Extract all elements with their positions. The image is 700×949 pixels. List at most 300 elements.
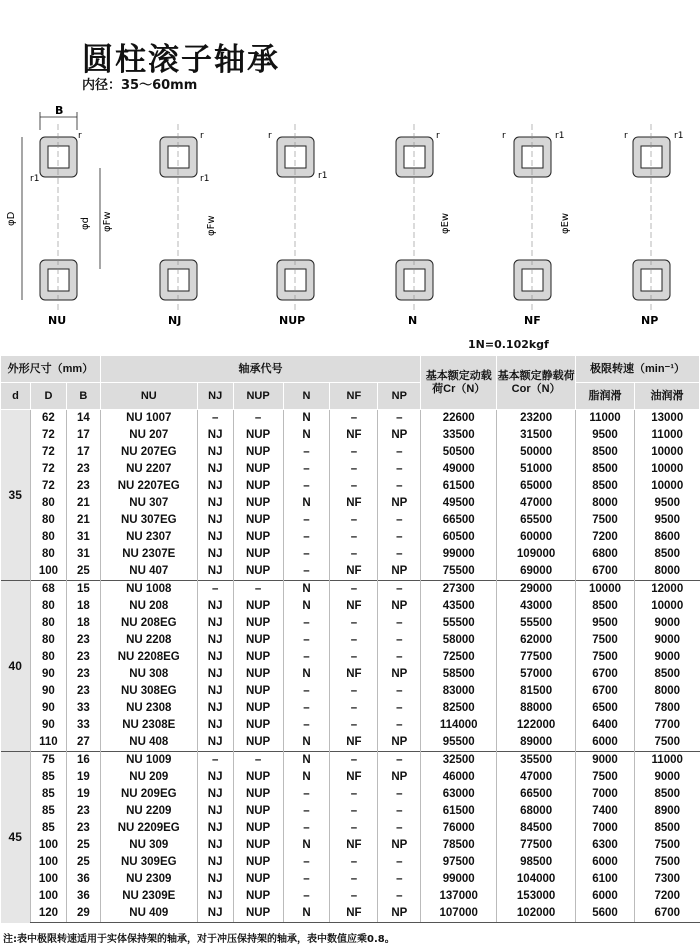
static-load: 81500 (497, 683, 576, 700)
bore-d: 35 (1, 410, 31, 581)
n-code: N (283, 905, 330, 923)
n-code: N (283, 598, 330, 615)
nup-code: NUP (233, 649, 283, 666)
width: 25 (66, 837, 100, 854)
static-load: 29000 (497, 581, 576, 599)
width: 31 (66, 529, 100, 546)
grease-speed: 7200 (576, 529, 635, 546)
footnote: 注:表中极限转速适用于实体保持架的轴承，对于冲压保持架的轴承，表中数值应乘0.8。 (3, 934, 395, 945)
nf-code: – (330, 888, 378, 905)
bearing-diagram-n (396, 124, 451, 327)
dynamic-load: 114000 (421, 717, 497, 734)
oil-speed: 7700 (634, 717, 699, 734)
nf-code: NF (330, 495, 378, 512)
grease-speed: 6300 (576, 837, 635, 854)
static-load: 65500 (497, 512, 576, 529)
static-load: 57000 (497, 666, 576, 683)
table-row (1, 563, 700, 581)
outer-diameter: 75 (30, 752, 66, 770)
nu-code: NU 308EG (100, 683, 197, 700)
static-load: 98500 (497, 854, 576, 871)
header-np: NP (378, 383, 421, 410)
width: 18 (66, 615, 100, 632)
nup-code: NUP (233, 666, 283, 683)
nf-code: – (330, 700, 378, 717)
n-code: – (283, 888, 330, 905)
grease-speed: 10000 (576, 581, 635, 599)
nup-code: NUP (233, 632, 283, 649)
nu-code: NU 2207 (100, 461, 197, 478)
table-row (1, 581, 700, 599)
nup-code: NUP (233, 478, 283, 495)
width: 23 (66, 478, 100, 495)
nj-code: NJ (197, 461, 233, 478)
nu-code: NU 2308E (100, 717, 197, 734)
nup-code: NUP (233, 683, 283, 700)
grease-speed: 6100 (576, 871, 635, 888)
nf-code: – (330, 649, 378, 666)
nf-code: – (330, 854, 378, 871)
dynamic-load: 58000 (421, 632, 497, 649)
outer-diameter: 110 (30, 734, 66, 752)
outer-diameter: 72 (30, 427, 66, 444)
svg-text:φd: φd (80, 217, 91, 230)
nf-code: NF (330, 563, 378, 581)
np-code: – (378, 529, 421, 546)
outer-diameter: 68 (30, 581, 66, 599)
static-load: 43000 (497, 598, 576, 615)
nj-code: NJ (197, 615, 233, 632)
header-outer-d: D (30, 383, 66, 410)
width: 17 (66, 427, 100, 444)
np-code: NP (378, 427, 421, 444)
dynamic-load: 78500 (421, 837, 497, 854)
static-load: 65000 (497, 478, 576, 495)
static-load: 47000 (497, 769, 576, 786)
width: 23 (66, 632, 100, 649)
table-row (1, 615, 700, 632)
svg-text:r: r (268, 131, 272, 141)
nu-code: NU 2307E (100, 546, 197, 563)
nup-code: NUP (233, 615, 283, 632)
n-code: N (283, 752, 330, 770)
svg-text:φFw: φFw (102, 211, 113, 232)
nj-code: NJ (197, 563, 233, 581)
static-load: 47000 (497, 495, 576, 512)
bearing-diagram-nu (6, 104, 113, 327)
nj-code: NJ (197, 427, 233, 444)
grease-speed: 9000 (576, 752, 635, 770)
dynamic-load: 63000 (421, 786, 497, 803)
outer-diameter: 90 (30, 683, 66, 700)
width: 29 (66, 905, 100, 923)
table-row (1, 837, 700, 854)
grease-speed: 7500 (576, 769, 635, 786)
grease-speed: 8500 (576, 598, 635, 615)
nf-code: – (330, 871, 378, 888)
table-row (1, 871, 700, 888)
nj-code: NJ (197, 854, 233, 871)
n-code: – (283, 786, 330, 803)
nu-code: NU 2209 (100, 803, 197, 820)
nf-code: NF (330, 598, 378, 615)
static-load: 66500 (497, 786, 576, 803)
header-dimensions: 外形尺寸（mm） (1, 356, 101, 383)
grease-speed: 7500 (576, 632, 635, 649)
grease-speed: 6000 (576, 888, 635, 905)
nf-code: – (330, 786, 378, 803)
bore-range: 内径：35～60mm (82, 78, 198, 93)
oil-speed: 8500 (634, 546, 699, 563)
table-row (1, 717, 700, 734)
nf-code: – (330, 752, 378, 770)
grease-speed: 11000 (576, 410, 635, 428)
table-row (1, 734, 700, 752)
n-code: – (283, 529, 330, 546)
table-row (1, 410, 700, 428)
nup-code: – (233, 581, 283, 599)
table-row (1, 632, 700, 649)
nj-code: NJ (197, 546, 233, 563)
n-code: – (283, 444, 330, 461)
oil-speed: 8500 (634, 666, 699, 683)
nup-code: NUP (233, 837, 283, 854)
table-row (1, 461, 700, 478)
nj-code: NJ (197, 905, 233, 923)
nup-code: NUP (233, 786, 283, 803)
width: 36 (66, 871, 100, 888)
table-row (1, 854, 700, 871)
np-code: – (378, 632, 421, 649)
outer-diameter: 85 (30, 803, 66, 820)
nu-code: NU 2209EG (100, 820, 197, 837)
bearing-diagram-nf (502, 124, 571, 327)
n-code: N (283, 427, 330, 444)
nj-code: NJ (197, 478, 233, 495)
nj-code: – (197, 581, 233, 599)
table-row (1, 888, 700, 905)
table-row (1, 700, 700, 717)
oil-speed: 11000 (634, 752, 699, 770)
grease-speed: 7000 (576, 820, 635, 837)
table-row (1, 683, 700, 700)
nu-code: NU 2307 (100, 529, 197, 546)
outer-diameter: 100 (30, 854, 66, 871)
bore-d: 45 (1, 752, 31, 923)
dynamic-load: 95500 (421, 734, 497, 752)
oil-speed: 9000 (634, 769, 699, 786)
nj-code: NJ (197, 529, 233, 546)
outer-diameter: 80 (30, 495, 66, 512)
nj-code: NJ (197, 666, 233, 683)
nf-code: NF (330, 666, 378, 683)
nj-code: NJ (197, 837, 233, 854)
width: 31 (66, 546, 100, 563)
nu-code: NU 2309E (100, 888, 197, 905)
header-static-load: 基本额定静载荷Cor（N） (497, 356, 576, 410)
np-code: – (378, 888, 421, 905)
header-width-b: B (66, 383, 100, 410)
outer-diameter: 80 (30, 546, 66, 563)
width: 23 (66, 461, 100, 478)
dynamic-load: 72500 (421, 649, 497, 666)
nup-code: NUP (233, 820, 283, 837)
table-row (1, 444, 700, 461)
bearing-spec-table (0, 355, 700, 923)
page-title: 圆柱滚子轴承 (82, 42, 280, 78)
np-code: NP (378, 734, 421, 752)
static-load: 89000 (497, 734, 576, 752)
grease-speed: 7400 (576, 803, 635, 820)
oil-speed: 9000 (634, 649, 699, 666)
oil-speed: 10000 (634, 478, 699, 495)
svg-text:φEw: φEw (560, 212, 571, 234)
grease-speed: 6700 (576, 683, 635, 700)
svg-text:B: B (55, 104, 64, 117)
np-code: – (378, 649, 421, 666)
header-n: N (283, 383, 330, 410)
nup-code: NUP (233, 444, 283, 461)
nj-code: NJ (197, 871, 233, 888)
nu-code: NU 409 (100, 905, 197, 923)
n-code: – (283, 478, 330, 495)
grease-speed: 8500 (576, 444, 635, 461)
header-nj: NJ (197, 383, 233, 410)
svg-text:r1: r1 (30, 174, 40, 184)
oil-speed: 13000 (634, 410, 699, 428)
n-code: – (283, 461, 330, 478)
oil-speed: 7500 (634, 837, 699, 854)
outer-diameter: 80 (30, 649, 66, 666)
n-code: – (283, 854, 330, 871)
nu-code: NU 2309 (100, 871, 197, 888)
width: 14 (66, 410, 100, 428)
dynamic-load: 22600 (421, 410, 497, 428)
nf-code: – (330, 461, 378, 478)
header-nup: NUP (233, 383, 283, 410)
table-row (1, 512, 700, 529)
oil-speed: 9000 (634, 632, 699, 649)
nup-code: NUP (233, 700, 283, 717)
dynamic-load: 61500 (421, 803, 497, 820)
dynamic-load: 55500 (421, 615, 497, 632)
static-load: 122000 (497, 717, 576, 734)
grease-speed: 6500 (576, 700, 635, 717)
oil-speed: 7500 (634, 734, 699, 752)
table-row (1, 786, 700, 803)
outer-diameter: 90 (30, 666, 66, 683)
width: 16 (66, 752, 100, 770)
np-code: – (378, 546, 421, 563)
np-code: – (378, 700, 421, 717)
n-code: – (283, 700, 330, 717)
nup-code: NUP (233, 427, 283, 444)
nu-code: NU 209 (100, 769, 197, 786)
bearing-diagrams (0, 102, 700, 334)
outer-diameter: 100 (30, 888, 66, 905)
n-code: – (283, 717, 330, 734)
svg-text:φFw: φFw (206, 215, 217, 236)
grease-speed: 5600 (576, 905, 635, 923)
nf-code: NF (330, 905, 378, 923)
table-row (1, 495, 700, 512)
header-limit-speed: 极限转速（min⁻¹） (576, 356, 700, 383)
width: 21 (66, 495, 100, 512)
static-load: 153000 (497, 888, 576, 905)
oil-speed: 7200 (634, 888, 699, 905)
header-grease: 脂润滑 (576, 383, 635, 410)
static-load: 77500 (497, 649, 576, 666)
width: 23 (66, 649, 100, 666)
oil-speed: 11000 (634, 427, 699, 444)
oil-speed: 10000 (634, 444, 699, 461)
np-code: NP (378, 495, 421, 512)
table-row (1, 803, 700, 820)
dynamic-load: 49000 (421, 461, 497, 478)
dynamic-load: 50500 (421, 444, 497, 461)
outer-diameter: 80 (30, 529, 66, 546)
np-code: NP (378, 563, 421, 581)
np-code: – (378, 615, 421, 632)
np-code: – (378, 803, 421, 820)
static-load: 35500 (497, 752, 576, 770)
nup-code: NUP (233, 512, 283, 529)
nu-code: NU 307EG (100, 512, 197, 529)
width: 33 (66, 717, 100, 734)
n-code: N (283, 410, 330, 428)
n-code: – (283, 632, 330, 649)
nu-code: NU 208 (100, 598, 197, 615)
outer-diameter: 80 (30, 512, 66, 529)
nj-code: – (197, 410, 233, 428)
svg-text:NUP: NUP (279, 314, 306, 327)
static-load: 84500 (497, 820, 576, 837)
outer-diameter: 100 (30, 871, 66, 888)
nu-code: NU 207EG (100, 444, 197, 461)
outer-diameter: 80 (30, 632, 66, 649)
nf-code: – (330, 546, 378, 563)
np-code: NP (378, 837, 421, 854)
table-row (1, 649, 700, 666)
dynamic-load: 66500 (421, 512, 497, 529)
width: 21 (66, 512, 100, 529)
svg-text:r1: r1 (555, 131, 565, 141)
static-load: 69000 (497, 563, 576, 581)
nu-code: NU 207 (100, 427, 197, 444)
n-code: N (283, 769, 330, 786)
svg-text:r: r (624, 131, 628, 141)
np-code: – (378, 854, 421, 871)
nup-code: NUP (233, 461, 283, 478)
svg-text:r: r (436, 131, 440, 141)
static-load: 23200 (497, 410, 576, 428)
outer-diameter: 72 (30, 478, 66, 495)
n-code: N (283, 734, 330, 752)
table-row (1, 666, 700, 683)
oil-speed: 7500 (634, 854, 699, 871)
nup-code: NUP (233, 871, 283, 888)
n-code: – (283, 649, 330, 666)
nj-code: NJ (197, 683, 233, 700)
header-oil: 油润滑 (634, 383, 699, 410)
nup-code: NUP (233, 854, 283, 871)
spec-table-body (1, 410, 700, 923)
outer-diameter: 90 (30, 700, 66, 717)
svg-text:r: r (200, 131, 204, 141)
nf-code: – (330, 529, 378, 546)
table-row (1, 598, 700, 615)
nup-code: NUP (233, 888, 283, 905)
width: 25 (66, 563, 100, 581)
nu-code: NU 309 (100, 837, 197, 854)
dynamic-load: 61500 (421, 478, 497, 495)
nj-code: NJ (197, 598, 233, 615)
np-code: – (378, 752, 421, 770)
width: 19 (66, 769, 100, 786)
grease-speed: 6000 (576, 854, 635, 871)
nf-code: NF (330, 734, 378, 752)
dynamic-load: 99000 (421, 546, 497, 563)
nj-code: NJ (197, 888, 233, 905)
dynamic-load: 49500 (421, 495, 497, 512)
nf-code: NF (330, 769, 378, 786)
outer-diameter: 62 (30, 410, 66, 428)
nf-code: – (330, 615, 378, 632)
np-code: – (378, 717, 421, 734)
svg-text:NU: NU (48, 314, 67, 327)
table-row (1, 820, 700, 837)
grease-speed: 9500 (576, 427, 635, 444)
dynamic-load: 82500 (421, 700, 497, 717)
static-load: 60000 (497, 529, 576, 546)
nu-code: NU 307 (100, 495, 197, 512)
nu-code: NU 408 (100, 734, 197, 752)
nu-code: NU 308 (100, 666, 197, 683)
static-load: 55500 (497, 615, 576, 632)
nu-code: NU 1007 (100, 410, 197, 428)
outer-diameter: 120 (30, 905, 66, 923)
nf-code: – (330, 717, 378, 734)
nup-code: – (233, 752, 283, 770)
outer-diameter: 100 (30, 563, 66, 581)
dynamic-load: 97500 (421, 854, 497, 871)
nup-code: NUP (233, 563, 283, 581)
svg-text:φEw: φEw (440, 212, 451, 234)
np-code: – (378, 512, 421, 529)
grease-speed: 6400 (576, 717, 635, 734)
static-load: 104000 (497, 871, 576, 888)
static-load: 50000 (497, 444, 576, 461)
outer-diameter: 80 (30, 615, 66, 632)
dynamic-load: 32500 (421, 752, 497, 770)
unit-note: 1N=0.102kgf (468, 338, 549, 351)
nf-code: – (330, 632, 378, 649)
width: 27 (66, 734, 100, 752)
n-code: – (283, 563, 330, 581)
dynamic-load: 60500 (421, 529, 497, 546)
nj-code: NJ (197, 495, 233, 512)
static-load: 68000 (497, 803, 576, 820)
svg-text:NJ: NJ (168, 314, 182, 327)
static-load: 31500 (497, 427, 576, 444)
oil-speed: 8500 (634, 786, 699, 803)
n-code: – (283, 546, 330, 563)
grease-speed: 9500 (576, 615, 635, 632)
np-code: – (378, 786, 421, 803)
np-code: NP (378, 666, 421, 683)
grease-speed: 6700 (576, 563, 635, 581)
nj-code: NJ (197, 512, 233, 529)
